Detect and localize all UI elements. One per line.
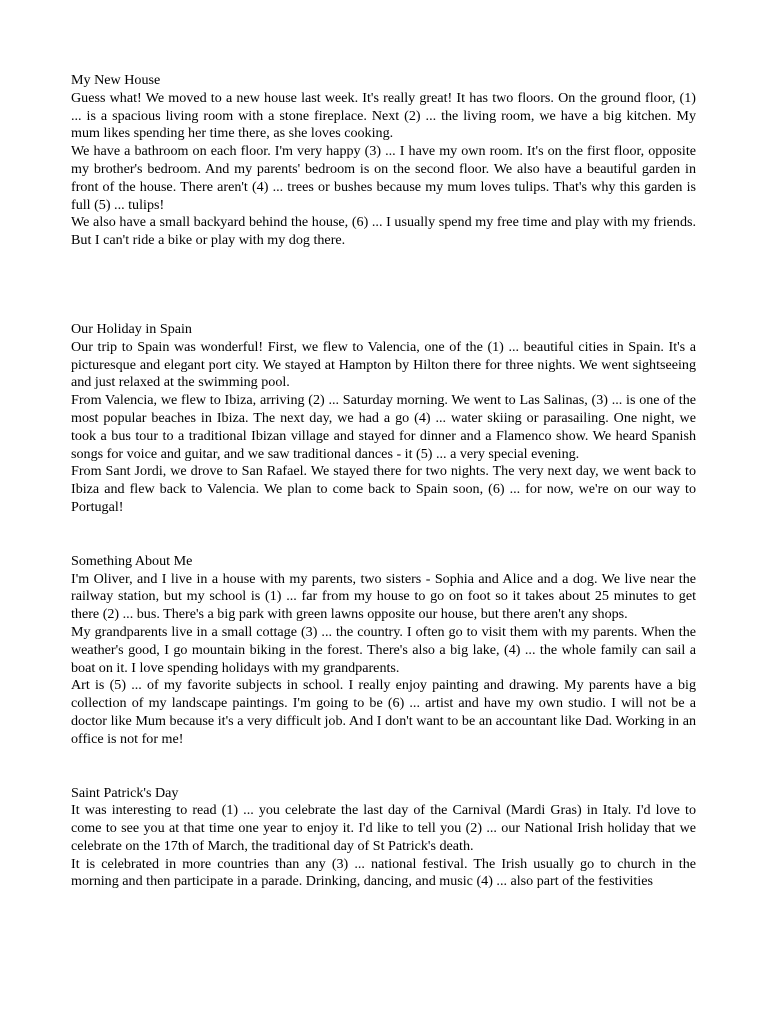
section-holiday-in-spain: [71, 321, 696, 517]
section-title: Saint Patrick's Day: [71, 784, 179, 801]
paragraph: Art is (5) ... of my favorite subjects in school. I really enjoy painting and drawing. My parents have a big collection of my landscape paintings. I'm going to be (6) ... artist and have my own studio. I will not be a doctor like Mum because it's a very difficult job. And I don't want to be an accountant like Dad. Working in an office is not for me!: [71, 677, 696, 747]
paragraph: My grandparents live in a small cottage (3) ... the country. I often go to visit them with my parents. When the weather's good, I go mountain biking in the forest. There's also a big lake, (4) ... the whole family can sail a boat on it. I love spending holidays with my grandparents.: [71, 623, 696, 676]
paragraph: From Sant Jordi, we drove to San Rafael. We stayed there for two nights. The very next day, we went back to Ibiza and flew back to Valencia. We plan to come back to Spain soon, (6) ... for now, we're on our way to Portugal!: [71, 463, 696, 515]
section-title: My New House: [71, 72, 161, 88]
section-my-new-house: [71, 72, 696, 250]
paragraph: It was interesting to read (1) ... you celebrate the last day of the Carnival (Mardi Gras) in Italy. I'd love to come to see you at that time one year to enjoy it. I'd like to tell you (2) ... our National Irish holiday that we celebrate on the 17th of March, the traditional day of St Patrick's death.: [71, 802, 696, 854]
paragraph: From Valencia, we flew to Ibiza, arriving (2) ... Saturday morning. We went to Las Salinas, (3) ... is one of the most popular beaches in Ibiza. The next day, we had a go (4) ... water skiing or parasailing. One night, we took a bus tour to a traditional Ibizan village and stayed for dinner and a Flamenco show. We heard Spanish songs for voice and guitar, and we saw traditional dances - it (5) ... a very special evening.: [71, 392, 696, 462]
paragraph: It is celebrated in more countries than any (3) ... national festival. The Irish usually go to church in the morning and then participate in a parade. Drinking, dancing, and music (4) ... also part of the festivities: [71, 855, 696, 890]
paragraph: Our trip to Spain was wonderful! First, we flew to Valencia, one of the (1) ... beautiful cities in Spain. It's a picturesque and elegant port city. We stayed at Hampton by Hilton there for three nights. We went sightseeing and just relaxed at the swimming pool.: [71, 338, 696, 391]
section-saint-patricks-day: [71, 785, 696, 892]
paragraph: I'm Oliver, and I live in a house with my parents, two sisters - Sophia and Alice and a dog. We live near the railway station, but my school is (1) ... far from my house to go on foot so it takes about 25 minutes to get there (2) ... bus. There's a big park with green lawns opposite our house, but there aren't any shops.: [71, 570, 696, 623]
document-page: [71, 72, 696, 891]
section-title: Something About Me: [71, 552, 193, 569]
section-something-about-me: [71, 553, 696, 749]
paragraph: Guess what! We moved to a new house last week. It's really great! It has two floors. On the ground floor, (1) ... is a spacious living room with a stone fireplace. Next (2) ... the living room, we have a big kitchen. My mum likes spending her time there, as she loves cooking.: [71, 89, 696, 142]
section-title: Our Holiday in Spain: [71, 320, 192, 337]
paragraph: We also have a small backyard behind the house, (6) ... I usually spend my free time and play with my friends. But I can't ride a bike or play with my dog there.: [71, 214, 696, 249]
paragraph: We have a bathroom on each floor. I'm very happy (3) ... I have my own room. It's on the first floor, opposite my brother's bedroom. And my parents' bedroom is on the second floor. We also have a beautiful garden in front of the house. There aren't (4) ... trees or bushes because my mum loves tulips. That's why this garden is full (5) ... tulips!: [71, 143, 696, 213]
